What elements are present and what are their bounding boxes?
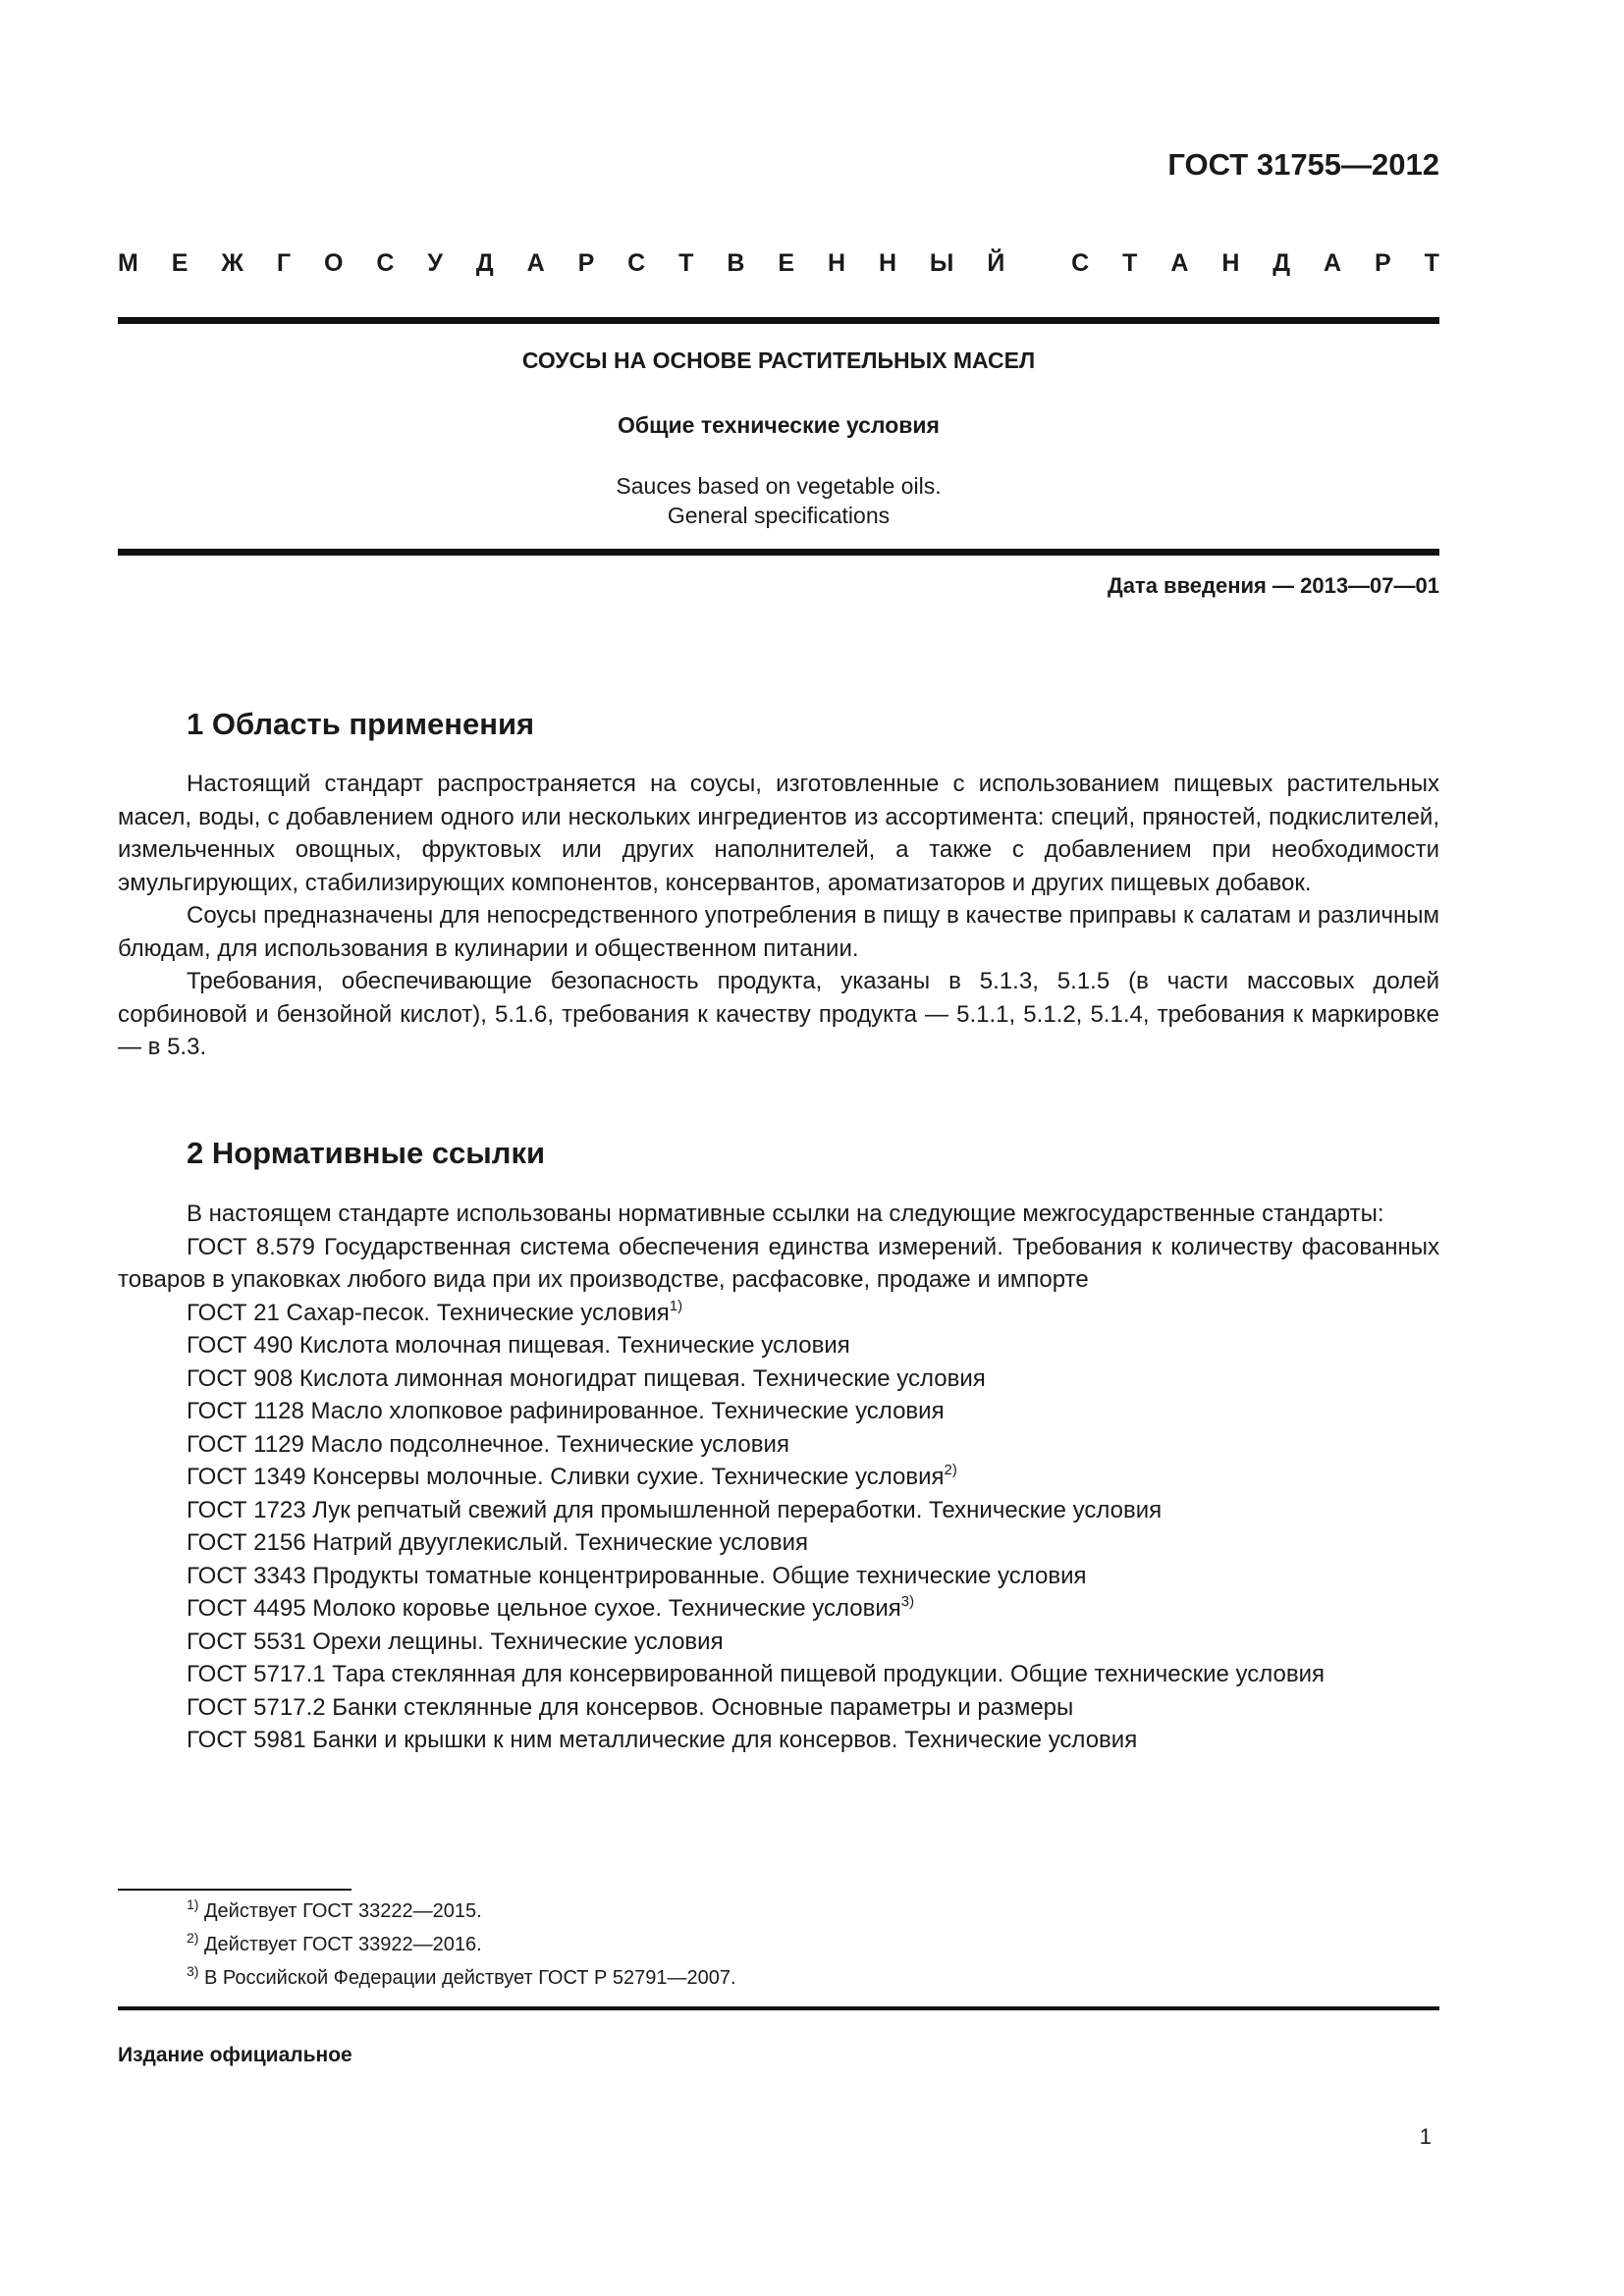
standard-kind: [118, 249, 1439, 278]
edition-label: Издание официальное: [118, 2044, 352, 2066]
reference-text: ГОСТ 5531 Орехи лещины. Технические условия: [187, 1628, 724, 1655]
document-subtitle: Общие технические условия: [618, 412, 940, 438]
kind-letter: Ж: [221, 249, 244, 277]
footnote: [187, 1928, 736, 1961]
reference-item: [118, 1592, 1439, 1626]
kind-letter: Ы: [929, 249, 954, 277]
footnote-mark: 3): [187, 1963, 199, 1979]
paragraph: Требования, обеспечивающие безопасность продукта, указаны в 5.1.3, 5.1.5 (в части массовых долей сорбиновой и бензойной кислот), 5.1.6, требования к качеству продукта — 5.1.1, 5.1.2, 5.1.4, требования к маркировке — в 5.3.: [118, 968, 1439, 1060]
reference-item: [118, 1362, 1439, 1396]
kind-letter: Н: [827, 249, 846, 277]
reference-text: ГОСТ 1349 Консервы молочные. Сливки сухие. Технические условия: [187, 1464, 945, 1490]
reference-text: ГОСТ 1723 Лук репчатый свежий для промышленной переработки. Технические условия: [187, 1496, 1163, 1523]
kind-letter: Н: [1221, 249, 1240, 277]
kind-letter: Е: [171, 249, 189, 277]
reference-item: [118, 1494, 1439, 1527]
paragraph: Настоящий стандарт распространяется на соусы, изготовленные с использованием пищевых растительных масел, воды, с добавлением одного или нескольких ингредиентов из ассортимента: специй, пряностей, подкислителей, измельченных овощных, фруктовых или других наполнителей, а также с добавлением при необходимости эмульгирующих, стабилизирующих компонентов, консервантов, ароматизаторов и других пищевых добавок.: [118, 771, 1439, 896]
kind-letter: Т: [1122, 249, 1138, 277]
footnote-text: Действует ГОСТ 33222—2015.: [204, 1900, 482, 1922]
paragraph: В настоящем стандарте использованы нормативные ссылки на следующие межгосударственные стандарты:: [187, 1201, 1384, 1227]
footnote-text: В Российской Федерации действует ГОСТ Р 52791—2007.: [204, 1967, 736, 1989]
reference-text: ГОСТ 2156 Натрий двууглекислый. Технические условия: [187, 1529, 808, 1556]
footer-rule: [118, 2006, 1439, 2010]
reference-item: [118, 1461, 1439, 1494]
reference-item: [118, 1329, 1439, 1362]
paragraph: Соусы предназначены для непосредственного употребления в пищу в качестве приправы к салатам и различным блюдам, для использования в кулинарии и общественном питании.: [118, 902, 1439, 962]
footnote-mark: 1): [669, 1297, 683, 1314]
reference-text: ГОСТ 5717.1 Тара стеклянная для консервированной пищевой продукции. Общие технические условия: [187, 1661, 1326, 1687]
kind-letter: М: [118, 249, 138, 277]
reference-text: ГОСТ 1129 Масло подсолнечное. Технические условия: [187, 1430, 789, 1458]
kind-letter: В: [727, 249, 745, 277]
section-1-body: [118, 768, 1439, 1064]
reference-text: ГОСТ 5717.2 Банки стеклянные для консервов. Основные параметры и размеры: [187, 1693, 1074, 1721]
reference-text: ГОСТ 21 Сахар-песок. Технические условия: [187, 1299, 670, 1326]
kind-letter: О: [324, 249, 344, 277]
reference-text: ГОСТ 1128 Масло хлопковое рафинированное. Технические условия: [187, 1398, 945, 1424]
section-heading: 1 Область применения: [187, 707, 535, 741]
title-rule: [118, 549, 1439, 556]
reference-text: ГОСТ 8.579 Государственная система обеспечения единства измерений. Требования к количеству фасованных товаров в упаковках любого вида при их производстве, расфасовке, продаже и импорте: [118, 1233, 1439, 1293]
reference-item: [118, 1724, 1439, 1757]
footnotes: [187, 1895, 736, 1995]
reference-item: [118, 1691, 1439, 1725]
reference-item: [118, 1626, 1439, 1659]
english-title-line: General specifications: [667, 503, 891, 528]
reference-item: [118, 1297, 1439, 1330]
kind-letter: Т: [678, 249, 694, 277]
footnote-text: Действует ГОСТ 33922—2016.: [204, 1934, 482, 1955]
kind-letter: Д: [1272, 249, 1291, 277]
reference-item: [118, 1231, 1439, 1297]
introduction-date: Дата введения — 2013—07—01: [1108, 573, 1439, 598]
kind-letter: С: [627, 249, 646, 277]
kind-letter: С: [1071, 249, 1090, 277]
kind-letter: Г: [276, 249, 292, 277]
kind-letter: Н: [878, 249, 896, 277]
section-heading: 2 Нормативные ссылки: [187, 1136, 546, 1170]
reference-item: [118, 1428, 1439, 1462]
footnote: [187, 1895, 736, 1928]
footnote-mark: 1): [187, 1896, 199, 1912]
section-2-body: [118, 1198, 1439, 1757]
reference-text: ГОСТ 4495 Молоко коровье цельное сухое. Технические условия: [187, 1595, 901, 1622]
kind-letter: Р: [1375, 249, 1391, 277]
reference-text: ГОСТ 5981 Банки и крышки к ним металлические для консервов. Технические условия: [187, 1727, 1138, 1753]
kind-letter: Д: [475, 249, 494, 277]
reference-text: ГОСТ 3343 Продукты томатные концентрированные. Общие технические условия: [187, 1562, 1087, 1589]
footnote-mark: 2): [944, 1462, 957, 1478]
reference-text: ГОСТ 908 Кислота лимонная моногидрат пищевая. Технические условия: [187, 1364, 986, 1392]
kind-letter: Е: [778, 249, 795, 277]
reference-item: [118, 1526, 1439, 1560]
footnote-separator: [118, 1889, 352, 1891]
kind-letter: Т: [1424, 249, 1439, 277]
kind-letter: А: [1324, 249, 1342, 277]
header-rule: [118, 317, 1439, 324]
footnote-mark: 3): [900, 1593, 915, 1610]
reference-text: ГОСТ 490 Кислота молочная пищевая. Технические условия: [187, 1332, 850, 1359]
kind-letter: А: [1170, 249, 1189, 277]
footnote: [187, 1961, 736, 1995]
footnote-mark: 2): [187, 1930, 199, 1946]
reference-item: [118, 1560, 1439, 1593]
english-title-line: Sauces based on vegetable oils.: [616, 473, 942, 499]
page-number: 1: [1419, 2124, 1432, 2149]
kind-letter: С: [376, 249, 395, 277]
kind-letter: Р: [577, 249, 595, 277]
reference-item: [118, 1658, 1439, 1691]
kind-letter: У: [427, 249, 443, 277]
kind-letter: Й: [987, 249, 1005, 277]
reference-item: [118, 1395, 1439, 1428]
document-number: ГОСТ 31755—2012: [1167, 147, 1439, 182]
document-title: СОУСЫ НА ОСНОВЕ РАСТИТЕЛЬНЫХ МАСЕЛ: [521, 347, 1036, 373]
kind-letter: А: [526, 249, 545, 277]
